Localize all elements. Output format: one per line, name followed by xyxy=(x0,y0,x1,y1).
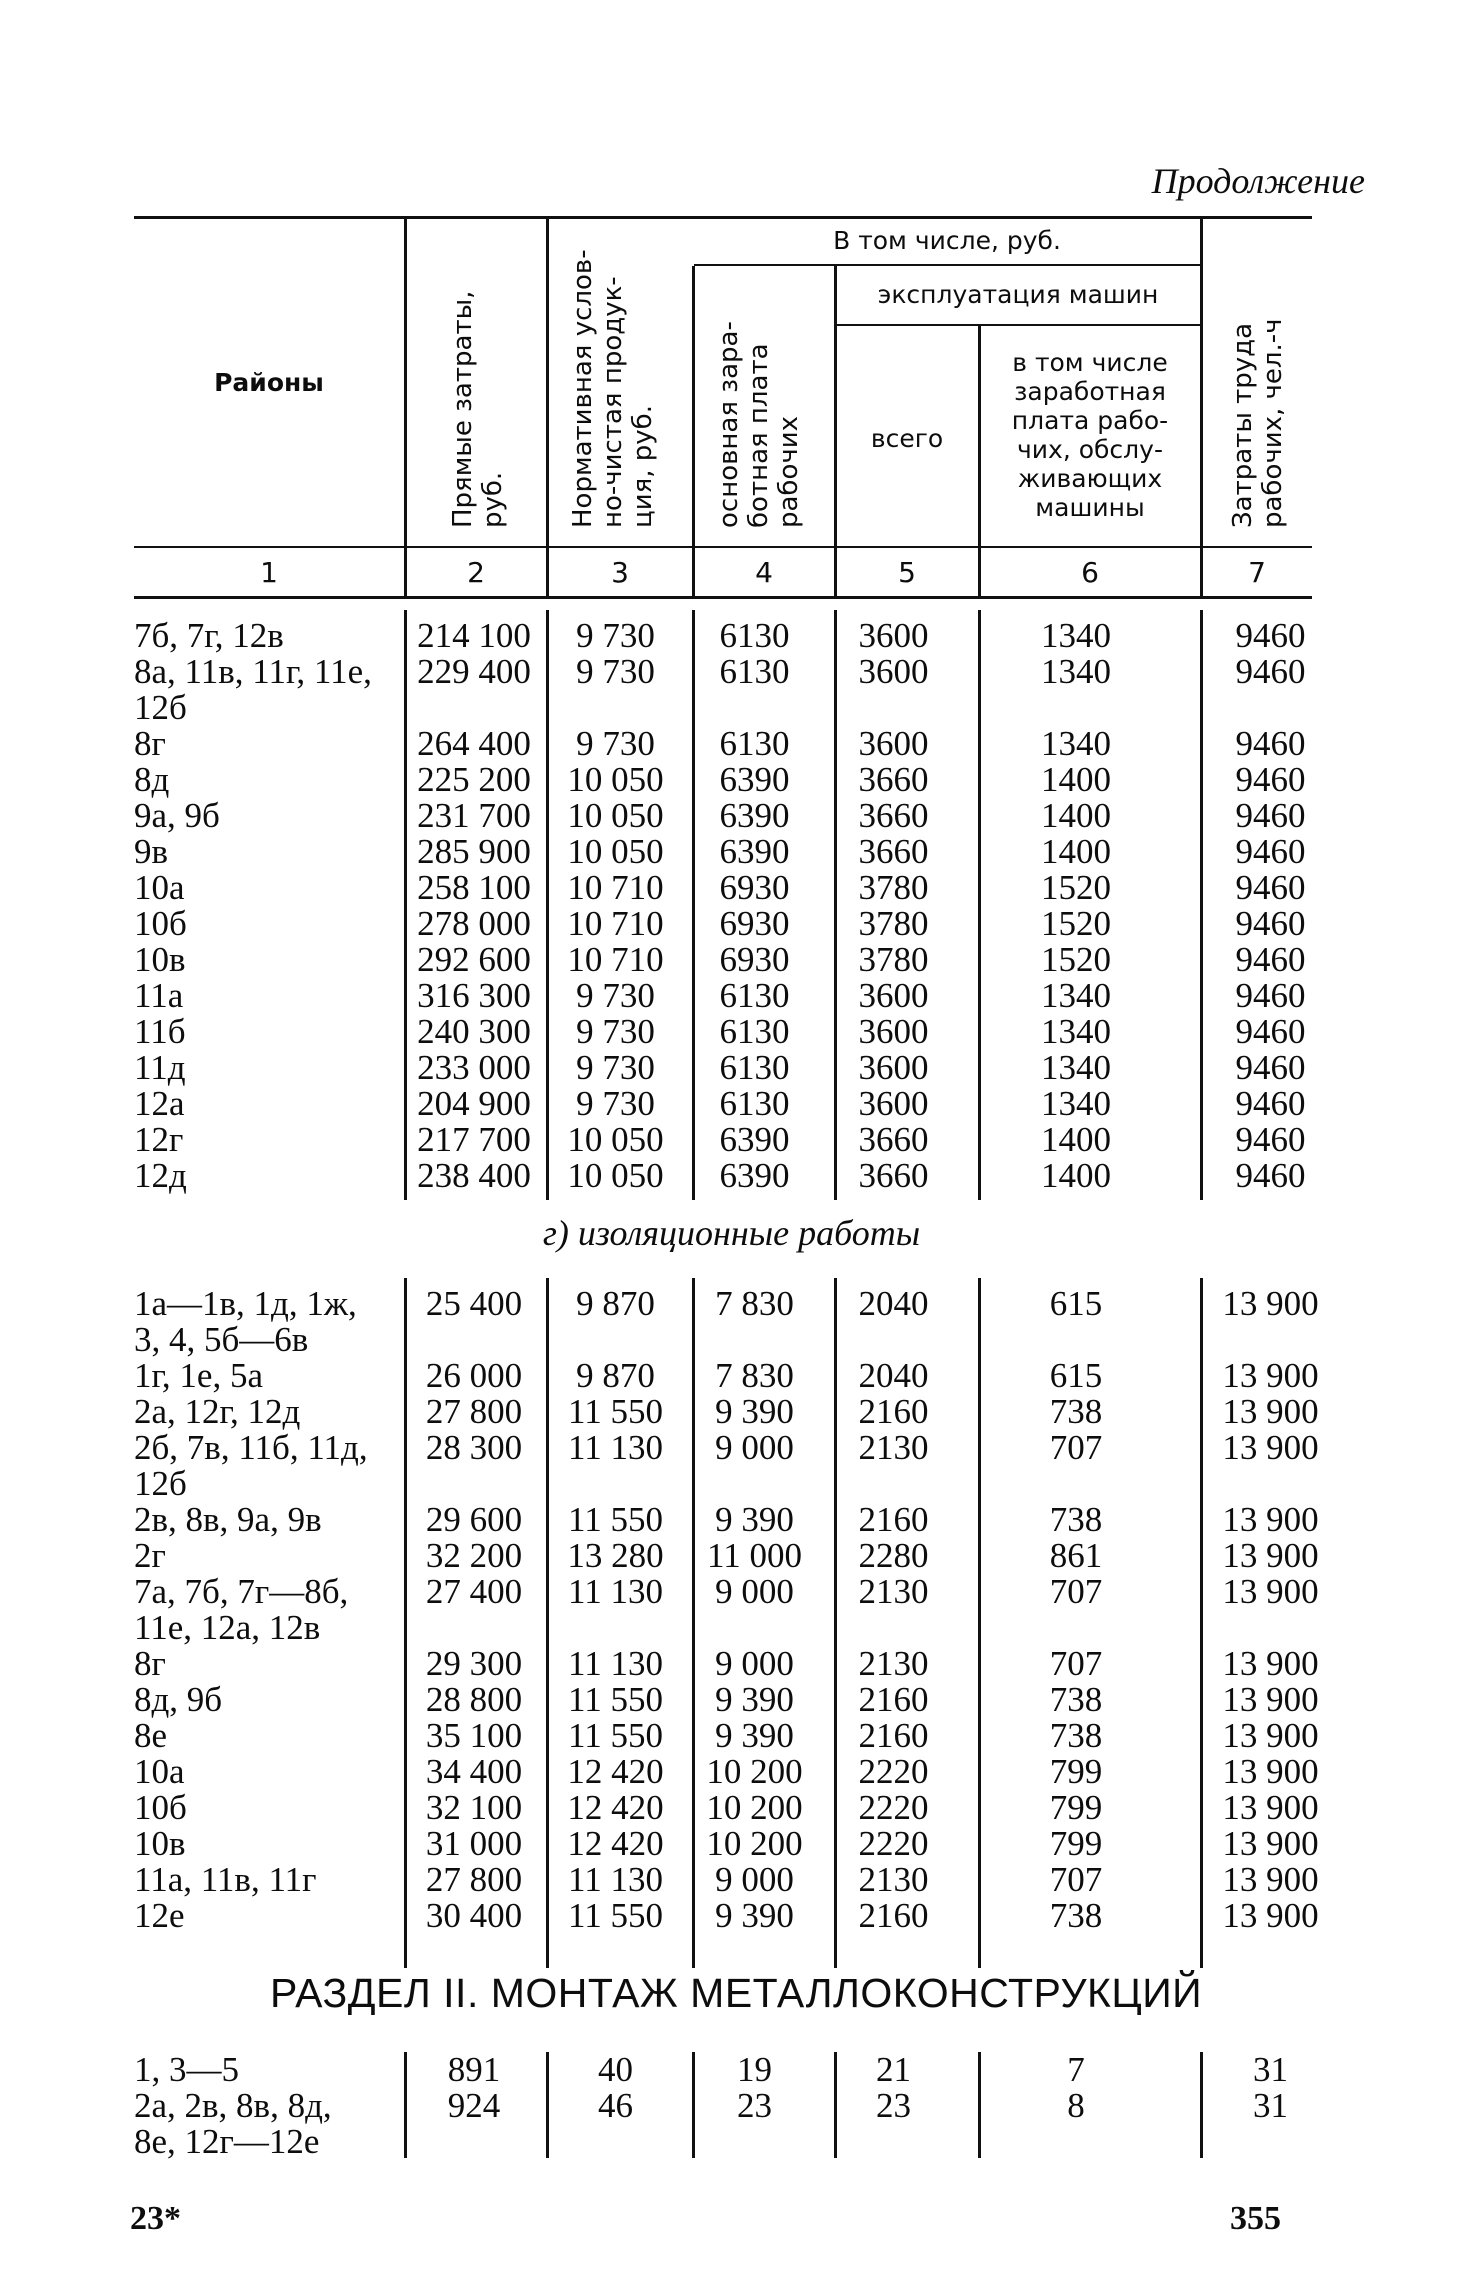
value-cell-col4: 9 000 xyxy=(715,1860,794,1899)
value-cell-col4: 6390 xyxy=(719,796,790,835)
value-cell-col2: 204 900 xyxy=(417,1084,531,1123)
district-cell: 2а, 2в, 8в, 8д, 8е, 12г—12е xyxy=(134,2086,332,2161)
value-cell-col4: 11 000 xyxy=(707,1536,802,1575)
value-cell-col7: 13 900 xyxy=(1222,1500,1319,1539)
value-cell-col3: 9 730 xyxy=(576,724,655,763)
value-cell-col4: 9 390 xyxy=(715,1392,794,1431)
value-cell-col2: 891 xyxy=(447,2050,501,2089)
value-cell-col2: 240 300 xyxy=(417,1012,531,1051)
value-cell-col5: 2130 xyxy=(858,1572,929,1611)
value-cell-col6: 1400 xyxy=(1041,796,1111,835)
value-cell-col5: 3600 xyxy=(858,1084,929,1123)
table-row xyxy=(134,1358,1334,1394)
value-cell-col3: 12 420 xyxy=(567,1752,664,1791)
value-cell-col6: 738 xyxy=(1049,1680,1103,1719)
header-divider-1 xyxy=(404,218,407,596)
value-cell-col2: 30 400 xyxy=(425,1896,523,1935)
value-cell-col2: 231 700 xyxy=(417,796,531,835)
value-cell-col6: 799 xyxy=(1049,1752,1103,1791)
value-cell-col2: 217 700 xyxy=(417,1120,531,1159)
continuation-label: Продолжение xyxy=(1151,161,1365,201)
header-bottom-rule xyxy=(134,546,1312,548)
table-row xyxy=(134,2052,1334,2088)
value-cell-col5: 3600 xyxy=(858,724,929,763)
value-cell-col3: 10 050 xyxy=(567,1120,664,1159)
value-cell-col6: 707 xyxy=(1049,1644,1103,1683)
value-cell-col6: 1400 xyxy=(1041,832,1111,871)
table-row xyxy=(134,1014,1334,1050)
value-cell-col3: 11 130 xyxy=(568,1428,663,1467)
header-machine-op: эксплуатация машин xyxy=(877,280,1159,309)
value-cell-col5: 3780 xyxy=(858,940,929,979)
value-cell-col3: 11 550 xyxy=(568,1392,663,1431)
value-cell-col2: 233 000 xyxy=(417,1048,531,1087)
value-cell-col4: 9 390 xyxy=(715,1896,794,1935)
value-cell-col3: 11 550 xyxy=(568,1500,663,1539)
district-cell: 1, 3—5 xyxy=(134,2050,239,2089)
value-cell-col2: 27 800 xyxy=(425,1392,523,1431)
header-total: всего xyxy=(870,424,944,453)
col-number-5: 5 xyxy=(898,556,916,589)
district-cell: 9а, 9б xyxy=(134,796,220,835)
header-normative-net: Нормативная услов-но-чистая продук-ция, руб. xyxy=(568,249,658,528)
value-cell-col4: 6390 xyxy=(719,1120,790,1159)
value-cell-col7: 9460 xyxy=(1235,1012,1306,1051)
value-cell-col7: 13 900 xyxy=(1222,1356,1319,1395)
value-cell-col7: 13 900 xyxy=(1222,1392,1319,1431)
value-cell-col2: 27 800 xyxy=(425,1860,523,1899)
value-cell-col7: 9460 xyxy=(1235,1156,1306,1195)
value-cell-col6: 707 xyxy=(1049,1428,1103,1467)
value-cell-col4: 9 390 xyxy=(715,1500,794,1539)
value-cell-col6: 1340 xyxy=(1041,976,1111,1015)
value-cell-col3: 12 420 xyxy=(567,1788,664,1827)
value-cell-col4: 7 830 xyxy=(715,1356,794,1395)
value-cell-col5: 3660 xyxy=(858,1156,929,1195)
value-cell-col4: 9 000 xyxy=(715,1644,794,1683)
value-cell-col6: 799 xyxy=(1049,1824,1103,1863)
header-districts: Районы xyxy=(214,368,324,397)
value-cell-col7: 9460 xyxy=(1235,796,1306,835)
value-cell-col2: 28 300 xyxy=(425,1428,523,1467)
value-cell-col6: 1340 xyxy=(1041,1012,1111,1051)
part2-title: РАЗДЕЛ II. МОНТАЖ МЕТАЛЛОКОНСТРУКЦИЙ xyxy=(270,1970,1203,2016)
value-cell-col6: 799 xyxy=(1049,1788,1103,1827)
value-cell-col6: 1520 xyxy=(1041,868,1111,907)
value-cell-col2: 25 400 xyxy=(425,1284,523,1323)
value-cell-col4: 10 200 xyxy=(706,1824,803,1863)
value-cell-col4: 7 830 xyxy=(715,1284,794,1323)
value-cell-col2: 264 400 xyxy=(417,724,531,763)
value-cell-col2: 29 300 xyxy=(425,1644,523,1683)
value-cell-col2: 278 000 xyxy=(417,904,531,943)
value-cell-col7: 13 900 xyxy=(1222,1536,1319,1575)
value-cell-col7: 13 900 xyxy=(1222,1860,1319,1899)
value-cell-col3: 9 730 xyxy=(576,616,655,655)
district-cell: 1г, 1е, 5а xyxy=(134,1356,263,1395)
value-cell-col3: 10 710 xyxy=(567,904,664,943)
value-cell-col3: 10 050 xyxy=(567,760,664,799)
value-cell-col7: 9460 xyxy=(1235,940,1306,979)
district-cell: 12д xyxy=(134,1156,187,1195)
table-row xyxy=(134,1718,1334,1754)
value-cell-col5: 2160 xyxy=(858,1680,929,1719)
table-row xyxy=(134,654,1334,726)
value-cell-col4: 10 200 xyxy=(706,1788,803,1827)
value-cell-col7: 31 xyxy=(1253,2050,1288,2089)
table-row xyxy=(134,798,1334,834)
group-rule xyxy=(694,264,1200,266)
value-cell-col3: 11 550 xyxy=(568,1896,663,1935)
value-cell-col6: 1520 xyxy=(1041,904,1111,943)
table-row xyxy=(134,1502,1334,1538)
value-cell-col6: 707 xyxy=(1049,1572,1103,1611)
table-row xyxy=(134,1430,1334,1502)
value-cell-col5: 2220 xyxy=(858,1788,929,1827)
district-cell: 10в xyxy=(134,1824,186,1863)
value-cell-col4: 6130 xyxy=(719,1048,790,1087)
table-row xyxy=(134,1158,1334,1194)
value-cell-col5: 3660 xyxy=(858,796,929,835)
value-cell-col5: 3600 xyxy=(858,1012,929,1051)
value-cell-col5: 2040 xyxy=(858,1284,929,1323)
value-cell-col7: 13 900 xyxy=(1222,1752,1319,1791)
value-cell-col5: 3600 xyxy=(858,1048,929,1087)
value-cell-col4: 6130 xyxy=(719,1012,790,1051)
header-base-wage: основная зара-ботная плата рабочих xyxy=(714,321,804,528)
value-cell-col6: 7 xyxy=(1067,2050,1085,2089)
col-number-3: 3 xyxy=(611,556,629,589)
district-cell: 8г xyxy=(134,1644,166,1683)
value-cell-col2: 316 300 xyxy=(417,976,531,1015)
value-cell-col5: 2160 xyxy=(858,1716,929,1755)
table-row xyxy=(134,942,1334,978)
table-row xyxy=(134,1050,1334,1086)
value-cell-col3: 9 730 xyxy=(576,1048,655,1087)
value-cell-col3: 9 730 xyxy=(576,652,655,691)
value-cell-col3: 9 870 xyxy=(576,1284,655,1323)
table-row xyxy=(134,1790,1334,1826)
value-cell-col3: 46 xyxy=(598,2086,633,2125)
value-cell-col3: 11 130 xyxy=(568,1860,663,1899)
header-incl-group: В том числе, руб. xyxy=(833,226,1061,255)
colnum-rule xyxy=(134,596,1312,599)
value-cell-col4: 6130 xyxy=(719,724,790,763)
value-cell-col5: 23 xyxy=(876,2086,911,2125)
value-cell-col4: 6930 xyxy=(719,868,790,907)
value-cell-col7: 13 900 xyxy=(1222,1284,1319,1323)
value-cell-col7: 9460 xyxy=(1235,616,1306,655)
value-cell-col7: 31 xyxy=(1253,2086,1288,2125)
value-cell-col4: 6390 xyxy=(719,832,790,871)
district-cell: 10а xyxy=(134,1752,185,1791)
table-row xyxy=(134,834,1334,870)
value-cell-col5: 3780 xyxy=(858,904,929,943)
value-cell-col5: 3780 xyxy=(858,868,929,907)
value-cell-col7: 9460 xyxy=(1235,1048,1306,1087)
table-row xyxy=(134,726,1334,762)
district-cell: 11а xyxy=(134,976,184,1015)
table-row xyxy=(134,1898,1334,1934)
value-cell-col4: 9 390 xyxy=(715,1680,794,1719)
value-cell-col5: 2220 xyxy=(858,1752,929,1791)
table-row xyxy=(134,1538,1334,1574)
table-row xyxy=(134,762,1334,798)
header-divider-3 xyxy=(692,266,695,596)
district-cell: 8д xyxy=(134,760,170,799)
col-number-4: 4 xyxy=(755,556,773,589)
value-cell-col6: 615 xyxy=(1049,1356,1103,1395)
value-cell-col3: 9 730 xyxy=(576,1012,655,1051)
value-cell-col4: 10 200 xyxy=(706,1752,803,1791)
table-row xyxy=(134,978,1334,1014)
district-cell: 10в xyxy=(134,940,186,979)
district-cell: 12г xyxy=(134,1120,184,1159)
value-cell-col5: 3600 xyxy=(858,616,929,655)
value-cell-col6: 861 xyxy=(1049,1536,1103,1575)
value-cell-col2: 31 000 xyxy=(425,1824,523,1863)
value-cell-col3: 10 050 xyxy=(567,796,664,835)
district-cell: 2б, 7в, 11б, 11д, 12б xyxy=(134,1428,368,1503)
header-divider-6 xyxy=(1200,218,1203,596)
table-body-section-continued xyxy=(134,618,1334,1194)
value-cell-col2: 292 600 xyxy=(417,940,531,979)
value-cell-col7: 9460 xyxy=(1235,724,1306,763)
value-cell-col4: 9 000 xyxy=(715,1572,794,1611)
header-labor: Затраты труда рабочих, чел.-ч xyxy=(1228,318,1288,528)
table-row xyxy=(134,1286,1334,1358)
value-cell-col5: 3660 xyxy=(858,832,929,871)
value-cell-col2: 35 100 xyxy=(425,1716,523,1755)
value-cell-col3: 12 420 xyxy=(567,1824,664,1863)
value-cell-col5: 2220 xyxy=(858,1824,929,1863)
value-cell-col3: 9 730 xyxy=(576,976,655,1015)
table-body-insulation xyxy=(134,1286,1334,1934)
col-number-6: 6 xyxy=(1081,556,1099,589)
value-cell-col5: 3600 xyxy=(858,976,929,1015)
value-cell-col7: 9460 xyxy=(1235,868,1306,907)
district-cell: 7а, 7б, 7г—8б, 11е, 12а, 12в xyxy=(134,1572,349,1647)
table-row xyxy=(134,906,1334,942)
district-cell: 2в, 8в, 9а, 9в xyxy=(134,1500,322,1539)
district-cell: 8а, 11в, 11г, 11е, 12б xyxy=(134,652,372,727)
value-cell-col4: 6130 xyxy=(719,652,790,691)
district-cell: 10б xyxy=(134,1788,187,1827)
header-direct-costs: Прямые затраты, руб. xyxy=(448,290,508,528)
value-cell-col4: 23 xyxy=(737,2086,772,2125)
value-cell-col7: 13 900 xyxy=(1222,1572,1319,1611)
value-cell-col2: 32 200 xyxy=(425,1536,523,1575)
district-cell: 8е xyxy=(134,1716,168,1755)
value-cell-col4: 6130 xyxy=(719,976,790,1015)
value-cell-col7: 13 900 xyxy=(1222,1824,1319,1863)
value-cell-col3: 10 710 xyxy=(567,940,664,979)
value-cell-col2: 225 200 xyxy=(417,760,531,799)
value-cell-col7: 13 900 xyxy=(1222,1788,1319,1827)
col-number-2: 2 xyxy=(467,556,485,589)
page-number: 355 xyxy=(1230,2200,1281,2237)
value-cell-col3: 9 730 xyxy=(576,1084,655,1123)
value-cell-col7: 9460 xyxy=(1235,1084,1306,1123)
value-cell-col5: 3660 xyxy=(858,1120,929,1159)
value-cell-col5: 2130 xyxy=(858,1428,929,1467)
table-row xyxy=(134,618,1334,654)
value-cell-col3: 9 870 xyxy=(576,1356,655,1395)
value-cell-col2: 214 100 xyxy=(417,616,531,655)
value-cell-col4: 6390 xyxy=(719,1156,790,1195)
table-row xyxy=(134,1574,1334,1646)
value-cell-col7: 9460 xyxy=(1235,652,1306,691)
value-cell-col4: 19 xyxy=(737,2050,772,2089)
value-cell-col2: 229 400 xyxy=(417,652,531,691)
value-cell-col5: 2130 xyxy=(858,1644,929,1683)
table-row xyxy=(134,1122,1334,1158)
value-cell-col2: 32 100 xyxy=(425,1788,523,1827)
value-cell-col3: 11 130 xyxy=(568,1644,663,1683)
district-cell: 11а, 11в, 11г xyxy=(134,1860,317,1899)
district-cell: 12е xyxy=(134,1896,185,1935)
value-cell-col5: 3600 xyxy=(858,652,929,691)
district-cell: 10а xyxy=(134,868,185,907)
table-row xyxy=(134,1646,1334,1682)
table-row xyxy=(134,1086,1334,1122)
header-incl-wage: в том числе заработная плата рабо- чих, обслу- живающих машины xyxy=(1011,348,1169,522)
district-cell: 2а, 12г, 12д xyxy=(134,1392,301,1431)
value-cell-col6: 1340 xyxy=(1041,1084,1111,1123)
value-cell-col7: 13 900 xyxy=(1222,1428,1319,1467)
value-cell-col3: 11 550 xyxy=(568,1680,663,1719)
table-row xyxy=(134,1754,1334,1790)
value-cell-col6: 1520 xyxy=(1041,940,1111,979)
value-cell-col4: 6930 xyxy=(719,904,790,943)
value-cell-col2: 34 400 xyxy=(425,1752,523,1791)
value-cell-col7: 13 900 xyxy=(1222,1680,1319,1719)
table-row xyxy=(134,2088,1334,2160)
value-cell-col4: 6130 xyxy=(719,616,790,655)
value-cell-col3: 11 550 xyxy=(568,1716,663,1755)
value-cell-col7: 9460 xyxy=(1235,760,1306,799)
table-row xyxy=(134,1862,1334,1898)
col-number-7: 7 xyxy=(1248,556,1266,589)
value-cell-col6: 738 xyxy=(1049,1896,1103,1935)
district-cell: 10б xyxy=(134,904,187,943)
value-cell-col6: 1340 xyxy=(1041,652,1111,691)
table-row xyxy=(134,1394,1334,1430)
page-marker-left: 23* xyxy=(130,2200,181,2237)
value-cell-col6: 1400 xyxy=(1041,1120,1111,1159)
table-row xyxy=(134,1682,1334,1718)
value-cell-col2: 924 xyxy=(447,2086,501,2125)
value-cell-col3: 11 130 xyxy=(568,1572,663,1611)
district-cell: 11б xyxy=(134,1012,186,1051)
header-divider-2 xyxy=(546,218,549,596)
value-cell-col2: 27 400 xyxy=(425,1572,523,1611)
value-cell-col5: 2160 xyxy=(858,1392,929,1431)
value-cell-col7: 13 900 xyxy=(1222,1644,1319,1683)
value-cell-col5: 2280 xyxy=(858,1536,929,1575)
section-title-g: г) изоляционные работы xyxy=(542,1213,921,1253)
value-cell-col6: 1340 xyxy=(1041,616,1111,655)
district-cell: 8г xyxy=(134,724,166,763)
value-cell-col6: 1400 xyxy=(1041,1156,1111,1195)
value-cell-col6: 738 xyxy=(1049,1716,1103,1755)
value-cell-col5: 3660 xyxy=(858,760,929,799)
value-cell-col3: 10 710 xyxy=(567,868,664,907)
value-cell-col5: 2040 xyxy=(858,1356,929,1395)
district-cell: 8д, 9б xyxy=(134,1680,223,1719)
value-cell-col4: 6130 xyxy=(719,1084,790,1123)
value-cell-col6: 1340 xyxy=(1041,724,1111,763)
value-cell-col4: 6390 xyxy=(719,760,790,799)
value-cell-col2: 26 000 xyxy=(425,1356,523,1395)
value-cell-col7: 13 900 xyxy=(1222,1716,1319,1755)
value-cell-col5: 21 xyxy=(876,2050,911,2089)
value-cell-col2: 238 400 xyxy=(417,1156,531,1195)
district-cell: 7б, 7г, 12в xyxy=(134,616,284,655)
value-cell-col6: 738 xyxy=(1049,1392,1103,1431)
table-body-part2 xyxy=(134,2052,1334,2160)
value-cell-col6: 707 xyxy=(1049,1860,1103,1899)
value-cell-col6: 1400 xyxy=(1041,760,1111,799)
value-cell-col3: 13 280 xyxy=(567,1536,664,1575)
value-cell-col3: 10 050 xyxy=(567,1156,664,1195)
value-cell-col6: 738 xyxy=(1049,1500,1103,1539)
table-row xyxy=(134,870,1334,906)
value-cell-col2: 285 900 xyxy=(417,832,531,871)
value-cell-col7: 9460 xyxy=(1235,904,1306,943)
value-cell-col2: 258 100 xyxy=(417,868,531,907)
value-cell-col5: 2130 xyxy=(858,1860,929,1899)
value-cell-col6: 615 xyxy=(1049,1284,1103,1323)
district-cell: 12а xyxy=(134,1084,185,1123)
value-cell-col4: 9 390 xyxy=(715,1716,794,1755)
value-cell-col2: 29 600 xyxy=(425,1500,523,1539)
district-cell: 2г xyxy=(134,1536,166,1575)
value-cell-col4: 9 000 xyxy=(715,1428,794,1467)
value-cell-col2: 28 800 xyxy=(425,1680,523,1719)
district-cell: 1а—1в, 1д, 1ж, 3, 4, 5б—6в xyxy=(134,1284,357,1359)
value-cell-col6: 1340 xyxy=(1041,1048,1111,1087)
subgroup-rule xyxy=(836,324,1200,326)
value-cell-col5: 2160 xyxy=(858,1896,929,1935)
table-top-rule xyxy=(134,216,1312,219)
value-cell-col7: 13 900 xyxy=(1222,1896,1319,1935)
value-cell-col3: 10 050 xyxy=(567,832,664,871)
value-cell-col5: 2160 xyxy=(858,1500,929,1539)
value-cell-col7: 9460 xyxy=(1235,1120,1306,1159)
value-cell-col4: 6930 xyxy=(719,940,790,979)
table-row xyxy=(134,1826,1334,1862)
district-cell: 11д xyxy=(134,1048,186,1087)
value-cell-col7: 9460 xyxy=(1235,832,1306,871)
value-cell-col7: 9460 xyxy=(1235,976,1306,1015)
value-cell-col3: 40 xyxy=(598,2050,633,2089)
value-cell-col6: 8 xyxy=(1067,2086,1085,2125)
col-number-1: 1 xyxy=(260,556,278,589)
district-cell: 9в xyxy=(134,832,169,871)
